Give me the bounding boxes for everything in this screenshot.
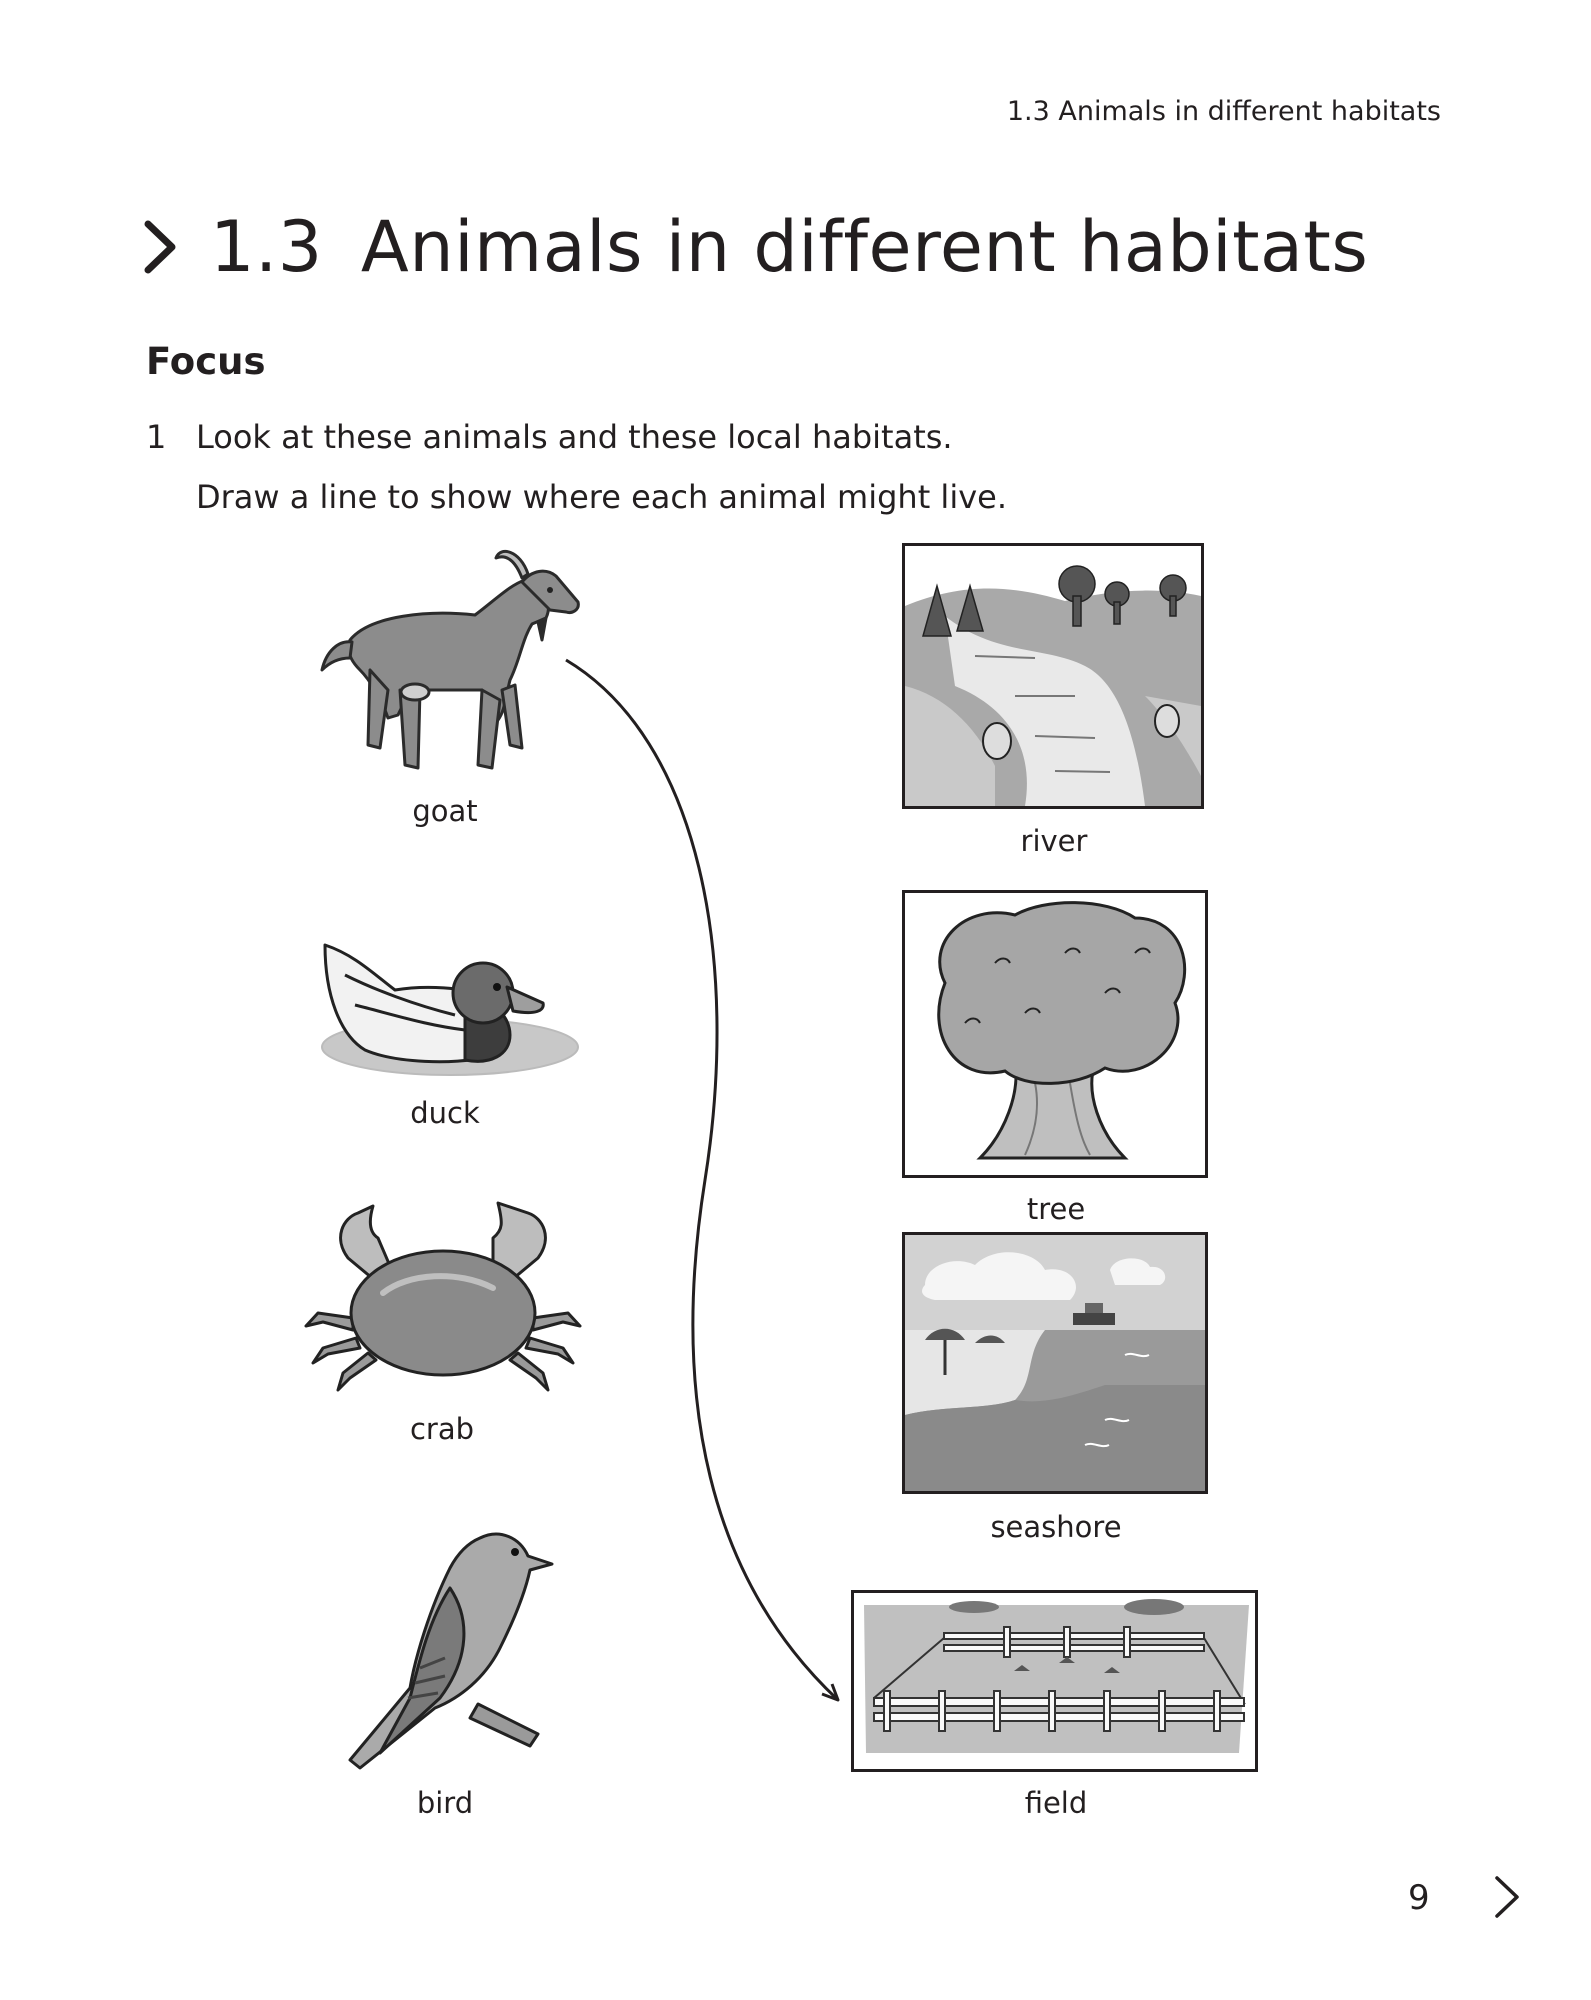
habitat-label-tree: tree bbox=[1026, 1192, 1086, 1226]
habitat-label-field: field bbox=[1024, 1786, 1088, 1820]
running-head: 1.3 Animals in different habitats bbox=[1006, 96, 1441, 127]
page-number: 9 bbox=[1408, 1878, 1430, 1918]
animal-label-bird: bird bbox=[416, 1786, 474, 1820]
question-line-1: Look at these animals and these local habitats. bbox=[196, 418, 953, 456]
title-text: Animals in different habitats bbox=[360, 206, 1369, 288]
title-number: 1.3 bbox=[210, 206, 323, 288]
habitat-label-river: river bbox=[1020, 824, 1088, 858]
chevron-right-icon bbox=[1492, 1874, 1522, 1920]
animal-label-goat: goat bbox=[412, 794, 478, 828]
question-number: 1 bbox=[146, 418, 167, 456]
question-line-2: Draw a line to show where each animal might live. bbox=[196, 478, 1007, 516]
section-heading: Focus bbox=[146, 340, 266, 383]
animal-label-crab: crab bbox=[409, 1412, 475, 1446]
animal-label-duck: duck bbox=[410, 1096, 480, 1130]
habitat-label-seashore: seashore bbox=[990, 1510, 1122, 1544]
